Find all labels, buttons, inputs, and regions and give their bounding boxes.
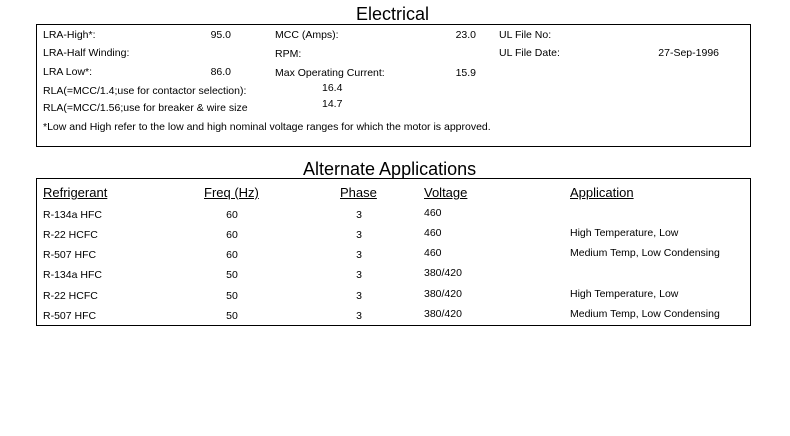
lra-low-label: LRA Low*: [43, 66, 93, 78]
voltage-cell: 380/420 [424, 288, 462, 300]
freq-cell: 50 [226, 269, 238, 281]
application-header: Application [570, 185, 634, 200]
freq-cell: 60 [226, 229, 238, 241]
refrigerant-cell: R-507 HFC [43, 310, 97, 322]
ul-file-date-label: UL File Date: [499, 47, 560, 59]
electrical-title: Electrical [356, 4, 430, 24]
phase-cell: 3 [356, 269, 362, 281]
electrical-panel [36, 24, 751, 147]
freq-header: Freq (Hz) [204, 185, 259, 200]
freq-cell: 60 [226, 249, 238, 261]
voltage-cell: 460 [424, 227, 442, 239]
freq-cell: 60 [226, 209, 238, 221]
refrigerant-header: Refrigerant [43, 185, 108, 200]
table-row [37, 308, 750, 327]
table-row [37, 207, 750, 226]
application-cell: Medium Temp, Low Condensing [570, 308, 720, 320]
alternate-applications-table [36, 178, 751, 326]
max-operating-current-label: Max Operating Current: [275, 67, 385, 79]
mcc-value: 23.0 [455, 29, 476, 41]
refrigerant-cell: R-22 HCFC [43, 229, 98, 241]
lra-high-value: 95.0 [210, 29, 231, 41]
voltage-cell: 380/420 [424, 308, 462, 320]
application-cell: High Temperature, Low [570, 227, 679, 239]
voltage-header: Voltage [424, 185, 468, 200]
rpm-label: RPM: [275, 48, 302, 60]
freq-cell: 50 [226, 290, 238, 302]
lra-low-value: 86.0 [210, 66, 231, 78]
refrigerant-cell: R-507 HFC [43, 249, 97, 261]
table-row [37, 288, 750, 307]
rla-breaker-label: RLA(=MCC/1.56;use for breaker & wire size [43, 102, 248, 114]
rla-contactor-value: 16.4 [322, 82, 343, 94]
table-row [37, 247, 750, 266]
phase-cell: 3 [356, 249, 362, 261]
refrigerant-cell: R-134a HFC [43, 269, 102, 281]
application-cell: High Temperature, Low [570, 288, 679, 300]
ul-file-no-label: UL File No: [499, 29, 552, 41]
table-row [37, 267, 750, 286]
phase-cell: 3 [356, 209, 362, 221]
refrigerant-cell: R-22 HCFC [43, 290, 98, 302]
max-operating-current-value: 15.9 [455, 67, 476, 79]
rla-contactor-label: RLA(=MCC/1.4;use for contactor selection): [43, 85, 247, 97]
refrigerant-cell: R-134a HFC [43, 209, 102, 221]
ul-file-date-value: 27-Sep-1996 [658, 47, 719, 59]
voltage-cell: 460 [424, 207, 442, 219]
rla-breaker-value: 14.7 [322, 98, 343, 110]
phase-cell: 3 [356, 229, 362, 241]
lra-high-label: LRA-High*: [43, 29, 96, 41]
application-cell: Medium Temp, Low Condensing [570, 247, 720, 259]
freq-cell: 50 [226, 310, 238, 322]
voltage-cell: 380/420 [424, 267, 462, 279]
phase-header: Phase [340, 185, 377, 200]
phase-cell: 3 [356, 290, 362, 302]
phase-cell: 3 [356, 310, 362, 322]
mcc-label: MCC (Amps): [275, 29, 339, 41]
voltage-range-footnote: *Low and High refer to the low and high nominal voltage ranges for which the motor is approved. [43, 121, 491, 133]
table-row [37, 227, 750, 246]
voltage-cell: 460 [424, 247, 442, 259]
lra-half-winding-label: LRA-Half Winding: [43, 47, 130, 59]
alternate-applications-title: Alternate Applications [303, 159, 477, 179]
